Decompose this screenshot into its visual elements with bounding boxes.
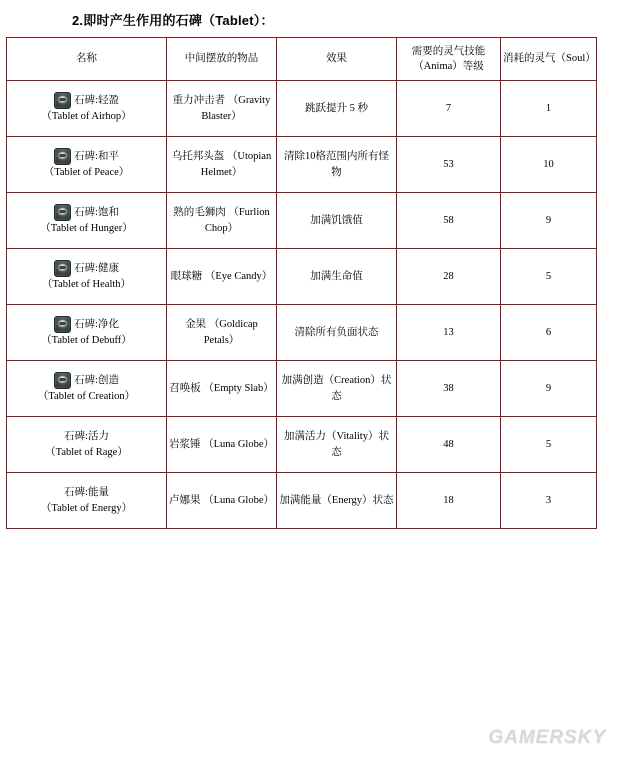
item-name-cn: 熟的毛狮肉: [173, 207, 226, 219]
watermark: GAMERSKY: [488, 727, 606, 748]
column-header-effect: 效果: [277, 38, 397, 81]
item-name-cn: 卢娜果: [169, 494, 201, 506]
document-page: [0, 10, 620, 759]
cell-item: [167, 417, 277, 473]
tablet-name-en: （Tablet of Hunger）: [40, 223, 133, 235]
cell-name: [7, 249, 167, 305]
table-row: [7, 305, 597, 361]
name-icon-row: [9, 372, 164, 389]
cell-item: [167, 305, 277, 361]
cell-soul: 5: [501, 417, 597, 473]
cell-anima: 28: [397, 249, 501, 305]
cell-effect: 加满生命值: [277, 249, 397, 305]
tablet-name-cn: 石碑:活力: [64, 431, 109, 443]
cell-item: [167, 473, 277, 529]
name-icon-row: [9, 204, 164, 221]
tablet-icon: [54, 316, 71, 333]
cell-effect: 清除所有负面状态: [277, 305, 397, 361]
tablet-name-en: （Tablet of Health）: [41, 279, 132, 291]
item-name-en: （Luna Globe）: [203, 438, 274, 450]
column-header-anima-line1: 需要的灵气技能: [411, 45, 486, 57]
item-name-en: （Empty Slab）: [203, 382, 274, 394]
cell-effect: 清除10格范围内所有怪物: [277, 137, 397, 193]
cell-item: [167, 137, 277, 193]
cell-soul: 3: [501, 473, 597, 529]
item-name-en: （Eye Candy）: [204, 270, 273, 282]
tablet-name-en: （Tablet of Airhop）: [41, 111, 132, 123]
tablet-name-en: （Tablet of Debuff）: [41, 335, 132, 347]
cell-item: [167, 249, 277, 305]
item-name-cn: 眼球糖: [170, 270, 203, 282]
item-name-cn: 重力冲击者: [172, 95, 226, 107]
cell-name: [7, 137, 167, 193]
tablet-icon: [54, 372, 71, 389]
cell-item: [167, 193, 277, 249]
table-body: [7, 81, 597, 529]
tablet-name-cn: 石碑:创造: [74, 375, 119, 387]
cell-name: [7, 361, 167, 417]
table-row: [7, 361, 597, 417]
tablet-name-cn: 石碑:健康: [74, 263, 119, 275]
cell-effect: 跳跃提升 5 秒: [277, 81, 397, 137]
table-row: [7, 417, 597, 473]
tablet-icon: [54, 148, 71, 165]
table-row: [7, 473, 597, 529]
table-header-row: [7, 38, 597, 81]
cell-soul: 1: [501, 81, 597, 137]
item-name-en: （Gravity Blaster）: [201, 95, 271, 122]
column-header-name: 名称: [7, 38, 167, 81]
cell-anima: 7: [397, 81, 501, 137]
table-row: [7, 137, 597, 193]
cell-item: [167, 81, 277, 137]
tablet-icon: [54, 204, 71, 221]
tablet-name-cn: 石碑:能量: [64, 487, 109, 499]
column-header-anima: [397, 38, 501, 81]
cell-effect: 加满饥饿值: [277, 193, 397, 249]
cell-soul: 5: [501, 249, 597, 305]
tablet-name-en: （Tablet of Energy）: [40, 502, 133, 514]
cell-effect: 加满能量（Energy）状态: [277, 473, 397, 529]
cell-effect: 加满创造（Creation）状态: [277, 361, 397, 417]
cell-anima: 48: [397, 417, 501, 473]
cell-name: [7, 81, 167, 137]
cell-soul: 6: [501, 305, 597, 361]
tablet-name-en: （Tablet of Rage）: [45, 446, 128, 458]
tablet-name-cn: 石碑:净化: [74, 319, 119, 331]
name-icon-row: [9, 92, 164, 109]
cell-name: [7, 473, 167, 529]
cell-name: [7, 193, 167, 249]
column-header-soul: 消耗的灵气（Soul）: [501, 38, 597, 81]
name-icon-row: [9, 260, 164, 277]
item-name-cn: 召唤板: [169, 382, 201, 394]
table-row: [7, 81, 597, 137]
tablet-name-en: （Tablet of Peace）: [43, 167, 130, 179]
cell-soul: 9: [501, 361, 597, 417]
item-name-en: （Utopian Helmet）: [200, 151, 272, 178]
column-header-anima-line2: （Anima）等级: [413, 61, 484, 72]
table-row: [7, 193, 597, 249]
cell-soul: 9: [501, 193, 597, 249]
cell-anima: 58: [397, 193, 501, 249]
cell-name: [7, 417, 167, 473]
cell-anima: 13: [397, 305, 501, 361]
tablet-name-cn: 石碑:饱和: [74, 207, 119, 219]
table-row: [7, 249, 597, 305]
tablet-name-en: （Tablet of Creation）: [37, 391, 136, 403]
item-name-cn: 岩浆锤: [169, 438, 201, 450]
column-header-item: 中间摆放的物品: [167, 38, 277, 81]
item-name-cn: 金果: [185, 319, 207, 331]
name-icon-row: [9, 148, 164, 165]
item-name-en: （Furlion Chop）: [204, 207, 270, 234]
cell-name: [7, 305, 167, 361]
item-name-cn: 乌托邦头盔: [171, 151, 225, 163]
cell-anima: 53: [397, 137, 501, 193]
tablet-name-cn: 石碑:轻盈: [74, 95, 119, 107]
page-title: 2.即时产生作用的石碑（Tablet）：: [72, 13, 274, 28]
cell-anima: 18: [397, 473, 501, 529]
tablet-icon: [54, 260, 71, 277]
cell-effect: 加满活力（Vitality）状态: [277, 417, 397, 473]
tablet-table: [6, 37, 597, 529]
cell-anima: 38: [397, 361, 501, 417]
tablet-icon: [54, 92, 71, 109]
cell-item: [167, 361, 277, 417]
item-name-en: （Luna Globe）: [203, 494, 274, 506]
table-header: [7, 38, 597, 81]
item-name-en: （Goldicap Petals）: [203, 319, 258, 346]
tablet-name-cn: 石碑:和平: [74, 151, 119, 163]
name-icon-row: [9, 316, 164, 333]
cell-soul: 10: [501, 137, 597, 193]
